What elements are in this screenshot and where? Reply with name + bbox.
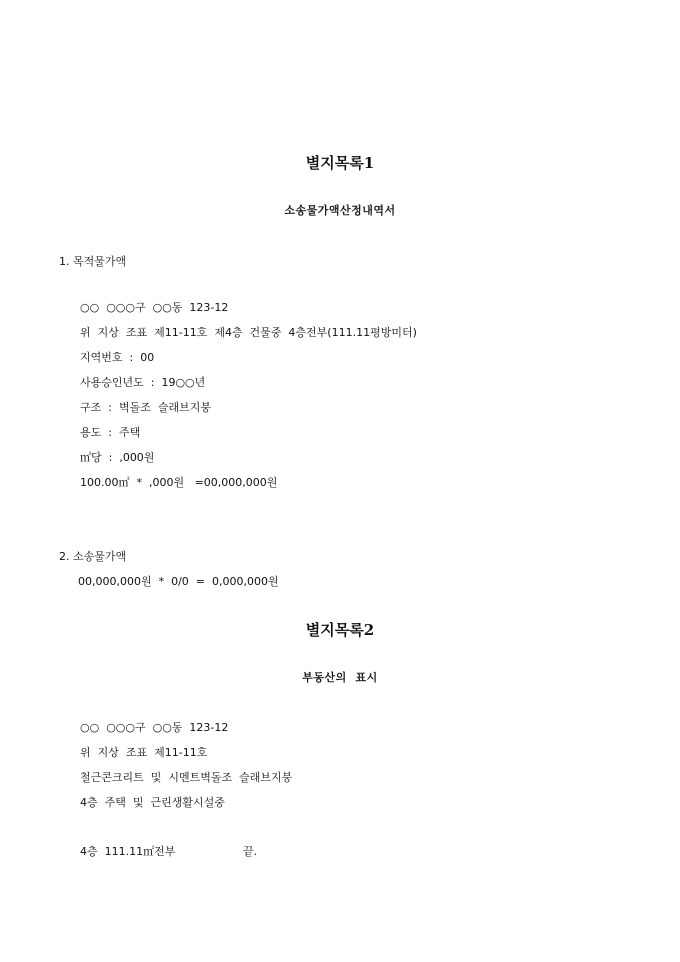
end-mark: 끝. (243, 845, 258, 858)
usage-line: 용도 : 주택 (80, 426, 141, 439)
claim-value-calc: 00,000,000원 * 0/0 = 0,000,000원 (78, 575, 279, 588)
total-value-line: 100.00㎡ * ,000원 =00,000,000원 (80, 476, 278, 489)
list1-subtitle: 소송물가액산정내역서 (284, 204, 396, 217)
section1-heading: 1. 목적물가액 (59, 255, 127, 268)
price-per-sqm-line: ㎡당 : ,000원 (80, 451, 155, 464)
approval-year-line: 사용승인년도 : 19○○년 (80, 376, 206, 389)
structure-line: 구조 : 벽돌조 슬래브지붕 (80, 401, 211, 414)
building-line: 위 지상 조표 제11-11호 제4층 건물중 4층전부(111.11평방미터) (80, 326, 417, 339)
list2-title: 별지목록2 (305, 621, 375, 639)
property-lot-line: 위 지상 조표 제11-11호 (80, 746, 208, 759)
property-area-line: 4층 111.11㎡전부 (80, 845, 176, 858)
list2-subtitle: 부동산의 표시 (302, 671, 378, 684)
property-usage-line: 4층 주택 및 근린생활시설중 (80, 796, 225, 809)
address-line: ○○ ○○○구 ○○동 123-12 (80, 301, 229, 314)
property-structure-line: 철근콘크리트 및 시멘트벽돌조 슬래브지붕 (80, 771, 293, 784)
section2-heading: 2. 소송물가액 (59, 550, 127, 563)
property-address-line: ○○ ○○○구 ○○동 123-12 (80, 721, 229, 734)
list1-title: 별지목록1 (305, 154, 375, 172)
region-code-line: 지역번호 : 00 (80, 351, 155, 364)
